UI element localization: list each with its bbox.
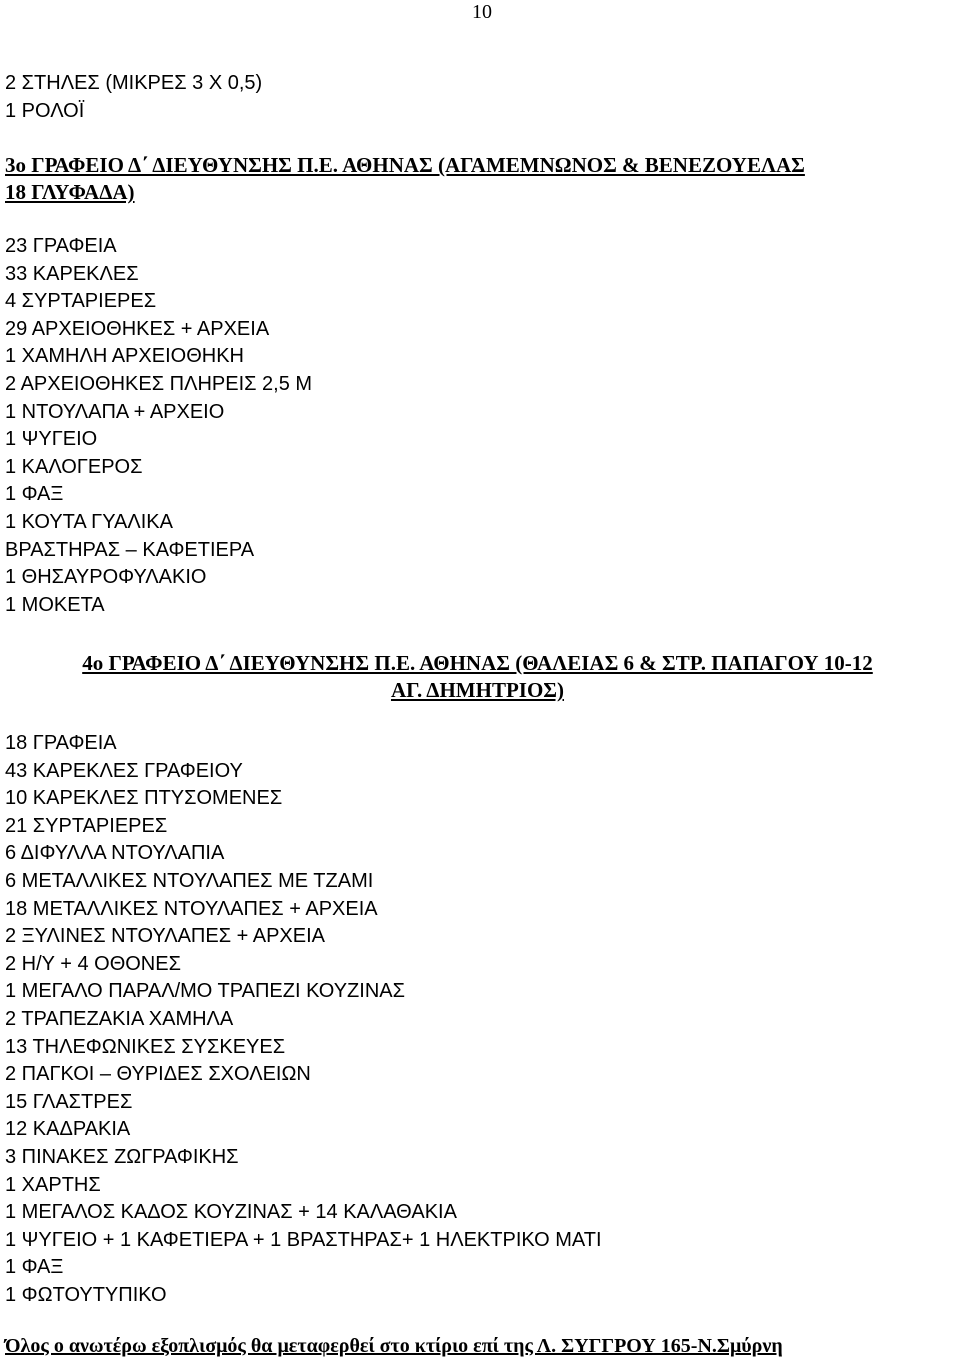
list-item: 15 ΓΛΑΣΤΡΕΣ <box>5 1090 133 1113</box>
list-item: 1 ΨΥΓΕΙΟ + 1 ΚΑΦΕΤΙΕΡΑ + 1 ΒΡΑΣΤΗΡΑΣ+ 1 ΗΛΕΚΤΡΙΚΟ ΜΑΤΙ <box>5 1228 602 1251</box>
list-item: 1 ΚΑΛΟΓΕΡΟΣ <box>5 455 143 478</box>
list-item: 1 ΡΟΛΟΪ <box>5 99 85 122</box>
list-item: 2 ΣΤΗΛΕΣ (ΜΙΚΡΕΣ 3 Χ 0,5) <box>5 72 263 94</box>
section-3-heading-line-1: 3ο ΓΡΑΦΕΙΟ Δ΄ ΔΙΕΥΘΥΝΣΗΣ Π.Ε. ΑΘΗΝΑΣ (ΑΓΑΜΕΜΝΩΝΟΣ & ΒΕΝΕΖΟΥΕΛΑΣ <box>5 153 805 177</box>
list-item: 1 ΚΟΥΤΑ ΓΥΑΛΙΚΑ <box>5 510 173 533</box>
list-item: 1 ΧΑΜΗΛΗ ΑΡΧΕΙΟΘΗΚΗ <box>5 345 244 368</box>
list-item: 1 ΝΤΟΥΛΑΠΑ + ΑΡΧΕΙΟ <box>5 400 225 423</box>
list-item: ΒΡΑΣΤΗΡΑΣ – ΚΑΦΕΤΙΕΡΑ <box>5 538 255 561</box>
list-item: 6 ΜΕΤΑΛΛΙΚΕΣ ΝΤΟΥΛΑΠΕΣ ΜΕ ΤΖΑΜΙ <box>5 869 374 892</box>
intro-list <box>5 70 950 125</box>
list-item: 2 ΤΡΑΠΕΖΑΚΙΑ ΧΑΜΗΛΑ <box>5 1007 234 1030</box>
list-item: 1 ΘΗΣΑΥΡΟΦΥΛΑΚΙΟ <box>5 566 207 589</box>
section-3-heading <box>5 152 950 206</box>
page-number: 10 <box>472 1 492 23</box>
list-item: 29 ΑΡΧΕΙΟΘΗΚΕΣ + ΑΡΧΕΙΑ <box>5 317 270 340</box>
list-item: 1 ΦΑΞ <box>5 483 64 506</box>
list-item: 23 ΓΡΑΦΕΙΑ <box>5 235 117 257</box>
list-item: 18 ΜΕΤΑΛΛΙΚΕΣ ΝΤΟΥΛΑΠΕΣ + ΑΡΧΕΙΑ <box>5 897 378 920</box>
list-item: 2 ΑΡΧΕΙΟΘΗΚΕΣ ΠΛΗΡΕΙΣ 2,5 Μ <box>5 372 313 395</box>
section-4-heading-line-1: 4ο ΓΡΑΦΕΙΟ Δ΄ ΔΙΕΥΘΥΝΣΗΣ Π.Ε. ΑΘΗΝΑΣ (ΘΑΛΕΙΑΣ 6 & ΣΤΡ. ΠΑΠΑΓΟΥ 10-12 <box>82 651 873 675</box>
list-item: 21 ΣΥΡΤΑΡΙΕΡΕΣ <box>5 814 168 837</box>
list-item: 12 ΚΑΔΡΑΚΙΑ <box>5 1118 131 1141</box>
list-item: 4 ΣΥΡΤΑΡΙΕΡΕΣ <box>5 290 157 313</box>
list-item: 1 ΜΟΚΕΤΑ <box>5 593 105 616</box>
list-item: 2 ΞΥΛΙΝΕΣ ΝΤΟΥΛΑΠΕΣ + ΑΡΧΕΙΑ <box>5 925 326 948</box>
footer-note: Όλος ο ανωτέρω εξοπλισμός θα μεταφερθεί στο κτίριο επί της Λ. ΣΥΓΓΡΟΥ 165-Ν.Σμύρνη <box>5 1335 783 1357</box>
section-4-heading-line-2: ΑΓ. ΔΗΜΗΤΡΙΟΣ) <box>390 678 565 702</box>
list-item: 33 ΚΑΡΕΚΛΕΣ <box>5 262 139 285</box>
list-item: 13 ΤΗΛΕΦΩΝΙΚΕΣ ΣΥΣΚΕΥΕΣ <box>5 1035 286 1058</box>
list-item: 3 ΠΙΝΑΚΕΣ ΖΩΓΡΑΦΙΚΗΣ <box>5 1145 239 1168</box>
list-item: 1 ΧΑΡΤΗΣ <box>5 1173 101 1196</box>
list-item: 1 ΦΩΤΟΥΤΥΠΙΚΟ <box>5 1283 167 1306</box>
section-4-list <box>5 730 950 1309</box>
list-item: 1 ΜΕΓΑΛΟΣ ΚΑΔΟΣ ΚΟΥΖΙΝΑΣ + 14 ΚΑΛΑΘΑΚΙΑ <box>5 1201 457 1224</box>
list-item: 1 ΦΑΞ <box>5 1256 64 1279</box>
list-item: 6 ΔΙΦΥΛΛΑ ΝΤΟΥΛΑΠΙΑ <box>5 842 225 865</box>
section-4-heading <box>5 650 950 704</box>
list-item: 2 Η/Υ + 4 ΟΘΟΝΕΣ <box>5 952 181 975</box>
list-item: 1 ΨΥΓΕΙΟ <box>5 428 98 451</box>
list-item: 1 ΜΕΓΑΛΟ ΠΑΡΑΛ/ΜΟ ΤΡΑΠΕΖΙ ΚΟΥΖΙΝΑΣ <box>5 980 405 1003</box>
section-3-heading-line-2: 18 ΓΛΥΦΑΔΑ) <box>5 180 135 204</box>
list-item: 2 ΠΑΓΚΟΙ – ΘΥΡΙΔΕΣ ΣΧΟΛΕΙΩΝ <box>5 1063 311 1086</box>
list-item: 18 ΓΡΑΦΕΙΑ <box>5 732 117 754</box>
list-item: 10 ΚΑΡΕΚΛΕΣ ΠΤΥΣΟΜΕΝΕΣ <box>5 787 283 810</box>
list-item: 43 ΚΑΡΕΚΛΕΣ ΓΡΑΦΕΙΟΥ <box>5 759 243 782</box>
section-3-list <box>5 233 950 619</box>
